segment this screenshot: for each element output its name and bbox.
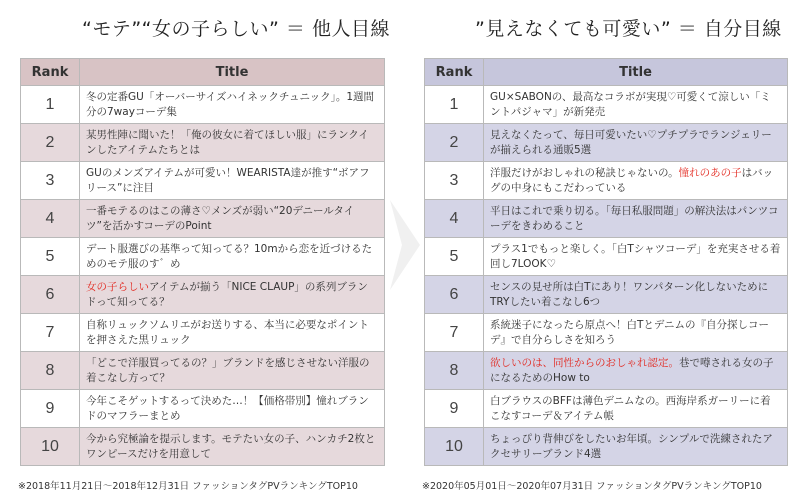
table-row	[21, 238, 385, 276]
left-table-body	[21, 86, 385, 466]
title-cell	[80, 276, 385, 314]
title-text: 系統迷子になったら原点へ！白Tとデニムの『自分探しコーデ』で自分らしさを知ろう	[490, 318, 769, 346]
highlighted-text: 憧れのあの子	[678, 166, 742, 179]
title-cell	[80, 124, 385, 162]
rank-cell: 3	[21, 162, 80, 200]
title-text: 白ブラウスのBFFは薄色デニムなの。西海岸系ガーリーに着こなすコーデ＆アイテム帳	[490, 394, 771, 422]
title-text: ちょっぴり背伸びをしたいお年頃。シンプルで洗練されたアクセサリーブランド4選	[490, 432, 773, 460]
rank-cell: 8	[21, 352, 80, 390]
title-text: GU×SABONの、最高なコラボが実現♡可愛くて涼しい「ミントパジャマ」が新発売	[490, 90, 771, 118]
title-text: 自称リュックソムリエがお送りする、本当に必要なポイントを押さえた黒リュック	[86, 318, 369, 346]
rank-cell: 5	[425, 238, 484, 276]
table-row	[425, 352, 788, 390]
right-footnote: ※2020年05月01日～2020年07月31日 ファッションタグPVランキングTOP10	[422, 481, 762, 492]
title-text: 一番モテるのはこの薄さ♡メンズが弱い“20デニールタイツ”を活かすコーデのPoint	[86, 204, 355, 232]
rank-cell: 3	[425, 162, 484, 200]
rank-cell: 7	[21, 314, 80, 352]
table-row	[425, 276, 788, 314]
rank-cell: 8	[425, 352, 484, 390]
title-text: 某男性陣に聞いた！「俺の彼女に着てほしい服」にランクインしたアイテムたちとは	[86, 128, 369, 156]
title-text: 洋服だけがおしゃれの秘訣じゃないの。	[490, 166, 679, 179]
title-cell	[484, 390, 788, 428]
table-row	[425, 162, 788, 200]
title-cell	[80, 162, 385, 200]
table-row	[21, 428, 385, 466]
title-cell	[80, 352, 385, 390]
table-row	[425, 86, 788, 124]
rank-cell: 1	[425, 86, 484, 124]
highlighted-text: 欲しいのは、同性からのおしゃれ認定。	[490, 356, 679, 369]
right-title-header: Title	[484, 59, 788, 86]
right-rank-header: Rank	[425, 59, 484, 86]
rank-cell: 4	[425, 200, 484, 238]
rank-cell: 10	[425, 428, 484, 466]
title-cell	[80, 390, 385, 428]
title-cell	[484, 200, 788, 238]
title-text: 「どこで洋服買ってるの？」ブランドを感じさせない洋服の着こなし方って？	[86, 356, 370, 384]
rank-cell: 1	[21, 86, 80, 124]
table-row	[21, 200, 385, 238]
title-cell	[80, 86, 385, 124]
title-text-continued: はバッグの中身にもこだわっている	[490, 166, 774, 194]
rank-cell: 9	[21, 390, 80, 428]
title-cell	[484, 352, 788, 390]
table-row	[21, 314, 385, 352]
title-cell	[80, 238, 385, 276]
rank-cell: 5	[21, 238, 80, 276]
rank-cell: 10	[21, 428, 80, 466]
table-row	[425, 428, 788, 466]
table-row	[425, 314, 788, 352]
highlighted-text: 女の子らしい	[86, 280, 149, 293]
rank-cell: 6	[21, 276, 80, 314]
title-cell	[484, 276, 788, 314]
title-cell	[80, 314, 385, 352]
title-text-continued: 巷で噂される女の子になるためのHow to	[490, 356, 774, 384]
title-cell	[484, 314, 788, 352]
table-row	[425, 124, 788, 162]
title-cell	[80, 200, 385, 238]
title-text: センスの見せ所は白Tにあり！ワンパターン化しないためにTRYしたい着こなし6つ	[490, 280, 769, 308]
title-cell	[484, 162, 788, 200]
title-text-continued: アイテムが揃う「NICE CLAUP」の系列ブランドって知ってる？	[86, 280, 368, 308]
rank-cell: 6	[425, 276, 484, 314]
rank-cell: 9	[425, 390, 484, 428]
rank-cell: 4	[21, 200, 80, 238]
table-row	[21, 124, 385, 162]
table-row	[21, 352, 385, 390]
table-row	[21, 390, 385, 428]
title-text: 冬の定番GU「オーバーサイズハイネックチュニック」。1週間分の7wayコーデ集	[86, 90, 375, 118]
left-title-header: Title	[80, 59, 385, 86]
left-ranking-table	[20, 58, 385, 466]
table-row	[21, 162, 385, 200]
title-text: デート服選びの基準って知ってる？10mから恋を近づけるためのモテ服のす゛め	[86, 242, 373, 270]
rank-cell: 2	[425, 124, 484, 162]
right-table-body	[425, 86, 788, 466]
title-cell	[484, 238, 788, 276]
title-text: 今年こそゲットするって決めた…！【価格帯別】憧れブランドのマフラーまとめ	[86, 394, 369, 422]
left-footnote: ※2018年11月21日～2018年12月31日 ファッションタグPVランキングTOP10	[18, 481, 358, 492]
rank-cell: 7	[425, 314, 484, 352]
table-row	[21, 276, 385, 314]
chevron-right-icon	[386, 200, 424, 290]
title-text: 平日はこれで乗り切る。「毎日私服問題」の解決法はパンツコーデをきわめること	[490, 204, 779, 232]
title-text: プラス1でもっと楽しく。「白Tシャツコーデ」を充実させる着回し7LOOK♡	[490, 242, 781, 270]
title-cell	[484, 124, 788, 162]
right-ranking-table	[424, 58, 788, 466]
title-text: 今から究極論を提示します。モテたい女の子、ハンカチ2枚とワンピースだけを用意して	[86, 432, 376, 460]
table-row	[425, 238, 788, 276]
left-heading: “モテ”“女の子らしい” ＝ 他人目線	[82, 18, 390, 40]
table-row	[425, 390, 788, 428]
table-row	[21, 86, 385, 124]
title-text: 見えなくたって、毎日可愛いたい♡プチプラでランジェリーが揃えられる通販5選	[490, 128, 772, 156]
rank-cell: 2	[21, 124, 80, 162]
table-row	[425, 200, 788, 238]
title-cell	[484, 86, 788, 124]
right-heading: ”見えなくても可愛い” ＝ 自分目線	[475, 18, 782, 40]
title-text: GUのメンズアイテムが可愛い！WEARISTA達が推す“ボアフリース”に注目	[86, 166, 370, 194]
title-cell	[484, 428, 788, 466]
title-cell	[80, 428, 385, 466]
left-rank-header: Rank	[21, 59, 80, 86]
